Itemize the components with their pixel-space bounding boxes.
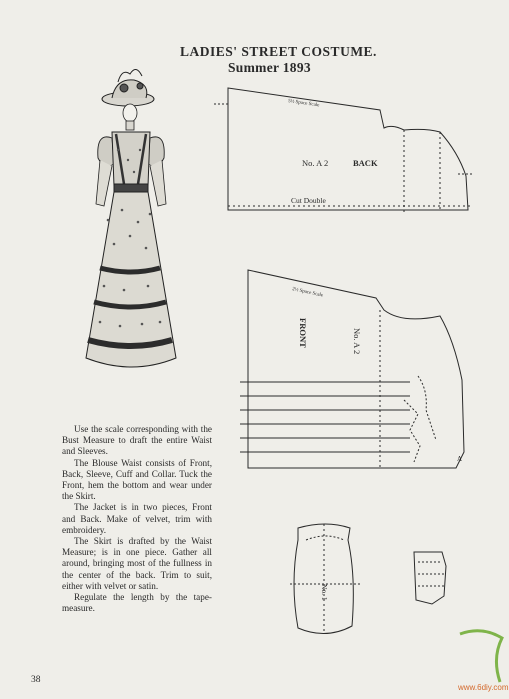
- sleeve-pattern: [290, 524, 360, 634]
- back-scale-note: 5½ Space Scale: [287, 99, 320, 109]
- page-title: LADIES' STREET COSTUME.: [180, 44, 377, 59]
- cuff-pattern: [414, 552, 446, 604]
- instruction-paragraph: Use the scale corresponding with the Bust Measure to draft the entire Waist and Sleeves.: [62, 424, 212, 457]
- site-watermark-logo: [452, 628, 509, 698]
- sleeve-piece-number: No. 1: [320, 584, 329, 601]
- front-piece-name: FRONT: [298, 318, 308, 348]
- instruction-paragraph: The Jacket is in two pieces, Front and Back. Make of velvet, trim with embroidery.: [62, 502, 212, 535]
- instruction-paragraph: The Blouse Waist consists of Front, Back, Sleeve, Cuff and Collar. Tuck the Front, hem the bottom and wear under the Skirt.: [62, 457, 212, 502]
- page-subtitle: Summer 1893: [228, 60, 311, 75]
- front-pattern: [240, 270, 464, 468]
- instructions-text: [62, 424, 212, 614]
- back-piece-name: BACK: [353, 158, 378, 168]
- front-scale-note: 2½ Space Scale: [291, 287, 324, 299]
- back-cut-note: Cut Double: [291, 196, 326, 205]
- front-piece-number: No. A 2: [352, 328, 362, 355]
- instruction-paragraph: Regulate the length by the tape-measure.: [62, 592, 212, 614]
- front-point-letter: A: [457, 455, 463, 463]
- page-number: 38: [31, 675, 41, 685]
- back-pattern: [212, 88, 472, 212]
- instruction-paragraph: The Skirt is drafted by the Waist Measure; is in one piece. Gather all around, bringing most of the fullness in the center of the back. Trim to suit, either with velvet or satin.: [62, 536, 212, 591]
- costume-illustration: [86, 69, 176, 367]
- back-piece-number: No. A 2: [302, 158, 329, 168]
- watermark-url: www.6diy.com: [458, 683, 509, 692]
